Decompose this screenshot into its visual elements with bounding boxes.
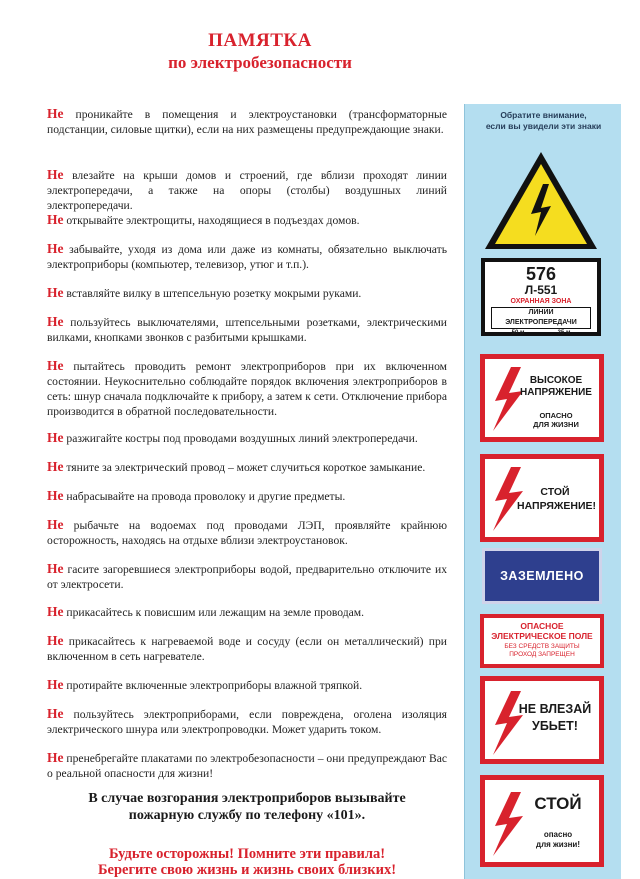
protection-zone-sign: 576 Л-551 ОХРАННАЯ ЗОНА ЛИНИИ ЭЛЕКТРОПЕРЕДАЧИ 50 м 35 м (481, 258, 601, 336)
high-voltage-triangle-icon (481, 148, 601, 253)
rule-item: Не протирайте включенные электроприборы влажной тряпкой. (47, 677, 363, 692)
rule-item: Не проникайте в помещения и электроустановки (трансформаторные подстанции, силовые щитки), если на них размещены предупреждающие знаки. (47, 106, 447, 136)
rule-item: Не пользуйтесь выключателями, штепсельными розетками, электрическими вилками, кнопками звонков с разбитыми крышками. (47, 314, 447, 344)
lightning-bolt-icon (491, 792, 525, 856)
careful-line-1: Будьте осторожны! Помните эти правила! (108, 846, 386, 862)
rule-item: Не прикасайтесь к повисшим или лежащим на земле проводам. (47, 604, 365, 619)
stop-danger-sign: СТОЙ опасно для жизни! (480, 775, 604, 867)
grounded-sign: ЗАЗЕМЛЕНО (482, 548, 602, 604)
fire-line-1: В случае возгорания электроприборов вызывайте (88, 791, 406, 806)
rule-item: Не разжигайте костры под проводами воздушных линий электропередачи. (47, 430, 418, 445)
fire-line-2: пожарную службу по телефону «101». (128, 808, 366, 823)
electric-field-sign: ОПАСНОЕ ЭЛЕКТРИЧЕСКОЕ ПОЛЕ БЕЗ СРЕДСТВ ЗАЩИТЫ ПРОХОД ЗАПРЕЩЕН (480, 614, 604, 668)
rule-item: Не пытайтесь проводить ремонт электроприборов при их включенном состоянии. Неукоснительно соблюдайте порядок включения электроприборов в сеть: шнур сначала подключайте к прибору, а затем к сети. Отключение прибора производится в обратной последовательности. (47, 358, 447, 418)
rule-item: Не пренебрегайте плакатами по электробезопасности – они предупреждают Вас о реальной опасности для жизни! (47, 750, 447, 780)
rule-item: Не открывайте электрощиты, находящиеся в подъездах домов. (47, 212, 360, 227)
signs-column (464, 0, 621, 879)
rule-item: Не пользуйтесь электроприборами, если повреждена, оголена изоляция электрического шнура или электропроводки. Может ударить током. (47, 706, 447, 736)
fire-call-notice (47, 790, 447, 824)
rule-item: Не набрасывайте на провода проволоку и другие предметы. (47, 488, 346, 503)
do-not-climb-sign: НЕ ВЛЕЗАЙ УБЬЕТ! (480, 676, 604, 764)
high-voltage-sign: ВЫСОКОЕ НАПРЯЖЕНИЕ ОПАСНО ДЛЯ ЖИЗНИ (480, 354, 604, 442)
rule-item: Не забывайте, уходя из дома или даже из комнаты, обязательно выключать электроприборы (компьютер, телевизор, утюг и т.п.). (47, 241, 447, 271)
rule-item: Не прикасайтесь к нагреваемой воде и сосуду (если он металлический) при включенном в сеть нагревателе. (47, 633, 447, 663)
page-title: ПАМЯТКА (208, 30, 312, 51)
signs-heading: Обратите внимание, если вы увидели эти знаки (485, 110, 602, 131)
rule-item: Не вставляйте вилку в штепсельную розетку мокрыми руками. (47, 285, 362, 300)
rule-item: Не гасите загоревшиеся электроприборы водой, предварительно отключите их от электросети. (47, 561, 447, 591)
rule-item: Не рыбачьте на водоемах под проводами ЛЭП, проявляйте крайнюю осторожность, находясь на отдыхе вблизи электроустановок. (47, 517, 447, 547)
rule-item: Не тяните за электрический провод – может случиться короткое замыкание. (47, 459, 426, 474)
careful-line-2: Берегите свою жизнь и жизнь своих близких! (97, 862, 397, 878)
rule-item: Не влезайте на крыши домов и строений, где вблизи проходят линии электропередачи, а также на опоры (столбы) воздушных линий электропередачи. (47, 167, 447, 212)
page-subtitle: по электробезопасности (168, 53, 352, 72)
stop-voltage-sign: СТОЙ НАПРЯЖЕНИЕ! (480, 454, 604, 542)
be-careful-slogan (47, 846, 447, 878)
